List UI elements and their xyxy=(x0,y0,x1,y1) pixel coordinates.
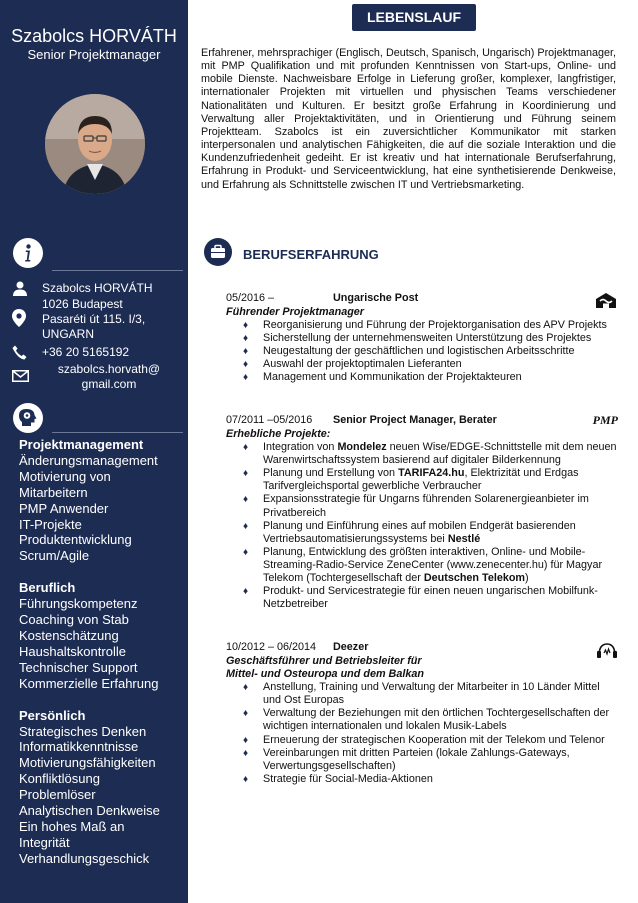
divider xyxy=(52,432,183,433)
job-bullets xyxy=(243,319,618,384)
job-entry xyxy=(226,292,618,385)
contact-name: Szabolcs HORVÁTH xyxy=(42,281,153,295)
post-logo-icon xyxy=(594,292,618,313)
skill-item: Konfliktlösung xyxy=(19,771,100,787)
job-bullet xyxy=(243,358,618,371)
job-entry xyxy=(226,641,618,786)
bullet-text: Planung und Einführung eines auf mobilen Endgerät basierenden Vertriebsautomatisierungssystems bei xyxy=(263,519,576,545)
briefcase-icon xyxy=(204,238,232,266)
bold-term: Nestlé xyxy=(447,532,481,545)
skill-item: Kostenschätzung xyxy=(19,627,119,643)
bullet-text: Sicherstellung der unternehmensweiten Unterstützung des Projektes xyxy=(263,332,592,345)
bullet-text: Planung und Erstellung von xyxy=(263,467,399,480)
email-line: szabolcs.horvath@ xyxy=(57,362,161,376)
job-bullet xyxy=(243,681,618,707)
skills-list xyxy=(19,437,187,867)
info-icon xyxy=(13,238,43,268)
skill-item: Motivierungsfähigkeiten xyxy=(19,755,156,771)
job-date: 05/2016 – xyxy=(226,292,275,304)
job-company: Deezer xyxy=(333,641,369,653)
skill-item: PMP Anwender xyxy=(19,500,109,516)
skill-item: Verhandlungsgeschick xyxy=(19,850,150,866)
skill-item: Problemlöser xyxy=(19,787,96,803)
candidate-title: Senior Projektmanager xyxy=(27,47,161,62)
candidate-name: Szabolcs HORVÁTH xyxy=(11,26,177,46)
bullet-text: neuen Wise/EDGE-Schnittstelle mit dem neuen Warenwirtschaftssystem basierend auf digitaler Bilderkennung xyxy=(263,441,617,467)
email-line: gmail.com xyxy=(81,377,137,391)
bold-term: TARIFA24.hu xyxy=(398,467,465,480)
skill-heading: Beruflich xyxy=(19,580,76,596)
job-role: Erhebliche Projekte: xyxy=(226,428,331,440)
bullet-text: Neugestaltung der geschäftlichen und logistischen Arbeitsschritte xyxy=(263,345,575,358)
job-bullet xyxy=(243,319,618,332)
bullet-text: Vereinbarungen mit dritten Parteien (lokale Zahlungs-Gateways, Verwertungsgesellschaften) xyxy=(263,746,570,772)
bullet-text: Integration von xyxy=(263,441,338,454)
skill-item: Haushaltskontrolle xyxy=(19,643,126,659)
contact-phone: +36 20 5165192 xyxy=(42,345,130,359)
job-role: Geschäftsführer und Betriebsleiter für xyxy=(226,655,422,667)
document-banner: LEBENSLAUF xyxy=(352,4,476,31)
bullet-text: Auswahl der projektoptimalen Lieferanten xyxy=(263,358,462,371)
skill-item: Produktentwicklung xyxy=(19,532,132,548)
bullet-text: Anstellung, Training und Verwaltung der Mitarbeiter in 10 Länder Mittel und Ost Europas xyxy=(263,681,600,707)
skill-item: Mitarbeitern xyxy=(19,484,88,500)
job-date: 10/2012 – 06/2014 xyxy=(226,641,317,653)
address-line: UNGARN xyxy=(42,327,95,341)
envelope-icon xyxy=(12,362,42,392)
job-bullet xyxy=(243,371,618,384)
job-bullet xyxy=(243,493,618,519)
skill-item: Änderungsmanagement xyxy=(19,452,158,468)
skill-item: IT-Projekte xyxy=(19,516,82,532)
job-date: 07/2011 –05/2016 xyxy=(226,414,313,426)
contact-address-row xyxy=(12,297,182,342)
job-bullet xyxy=(243,441,618,467)
bullet-text: Produkt- und Servicestrategie für einen neuen ungarischen Mobilfunk-Netzbetreiber xyxy=(263,585,598,611)
skill-item: Analytischen Denkweise xyxy=(19,803,160,819)
skill-item: Kommerzielle Erfahrung xyxy=(19,675,159,691)
skill-item: Ein hohes Maß an xyxy=(19,818,125,834)
bullet-text: Erneuerung der strategischen Kooperation mit der Telekom und Telenor xyxy=(263,733,605,746)
job-bullet xyxy=(243,520,618,546)
skill-item: Informatikkenntnisse xyxy=(19,739,139,755)
job-bullets xyxy=(243,681,618,786)
job-role: Führender Projektmanager xyxy=(226,306,364,318)
job-company: Ungarische Post xyxy=(333,292,419,304)
divider xyxy=(52,270,183,271)
job-bullet xyxy=(243,734,618,747)
bullet-text: Reorganisierung und Führung der Projektorganisation des APV Projekts xyxy=(263,319,607,332)
skill-heading: Persönlich xyxy=(19,707,86,723)
skill-item: Scrum/Agile xyxy=(19,548,90,564)
job-company: Senior Project Manager, Berater xyxy=(333,414,497,426)
job-bullet xyxy=(243,707,618,733)
skill-heading: Projektmanagement xyxy=(19,437,144,452)
skill-item: Motivierung von xyxy=(19,468,111,484)
job-bullet xyxy=(243,747,618,773)
address-line: Pasaréti út 115. I/3, xyxy=(42,312,146,326)
job-bullet xyxy=(243,332,618,345)
bold-term: Deutschen Telekom xyxy=(423,572,526,585)
bold-term: Mondelez xyxy=(337,441,387,454)
job-bullet xyxy=(243,773,618,786)
job-bullet xyxy=(243,345,618,358)
skill-item: Führungskompetenz xyxy=(19,596,138,612)
job-bullet xyxy=(243,546,618,585)
skill-item: Coaching von Stab xyxy=(19,612,129,628)
bullet-text: Strategie für Social-Media-Aktionen xyxy=(263,772,433,785)
location-pin-icon xyxy=(12,297,42,342)
avatar xyxy=(45,94,145,194)
bullet-text: , Elektrizität und Erdgas Tarifvergleichsportal gewerbliche Verbraucher xyxy=(263,467,579,493)
job-bullet xyxy=(243,585,618,611)
deezer-logo-icon xyxy=(596,641,618,663)
bullet-text: Expansionsstrategie für Ungarns führenden Solarenergieanbieter im Privatbereich xyxy=(263,493,589,519)
bullet-text: Management und Kommunikation der Projektakteuren xyxy=(263,371,522,384)
profile-summary: Erfahrener, mehrsprachiger (Englisch, Deutsch, Spanisch, Ungarisch) Projektmanager, mit PMP Qualifikation und mit profunden Kenntnissen von Start-ups, Online- und mobile Dienste. Nachweisbare Erfolge in Lieferung großer, komplexer, langfristiger, internationaler Projekten mit virtuellen und physischen Teams verschiedener Nationalitäten und Kulturen. Er besitzt große Erfahrung in Koordinierung und Verwaltung aller Projektaktivitäten, und in Orientierung und Führung seinem Projektteam. Szabolcs ist ein zuversichtlicher Kommunikator mit starken interpersonalen und analytischen Fähigkeiten, die auf die soziale Interaktion und die Kundenzufriedenheit gedeiht. Er ist kreativ und hat internationale Berufserfahrung, Erfahrung in Produkt- und Serviceentwicklung, hat eine synthetisierende Denkweise, und Erfahrung als Schnittstelle zwischen IT und Vertriebsmarketing. xyxy=(201,47,616,191)
job-entry xyxy=(226,414,618,611)
skill-item: Strategisches Denken xyxy=(19,723,147,739)
bullet-text: Planung, Entwicklung des größten interaktiven, Online- und Mobile-Streaming-Radio-Service ZeneCenter (www.zenecenter.hu) für Magyar Telekom (Tochtergesellschaft der xyxy=(263,545,603,585)
sidebar xyxy=(0,0,188,903)
bullet-text: ) xyxy=(525,572,529,585)
section-title: BERUFSERFAHRUNG xyxy=(243,247,379,262)
contact-email-row xyxy=(12,362,182,392)
pmp-logo: PMP xyxy=(592,413,618,427)
head-gear-icon xyxy=(13,403,43,433)
job-bullets xyxy=(243,441,618,611)
job-bullet xyxy=(243,467,618,493)
job-role: Mittel- und Osteuropa und dem Balkan xyxy=(226,668,424,681)
address-line: 1026 Budapest xyxy=(42,297,123,311)
skill-item: Integrität xyxy=(19,834,70,850)
skill-item: Technischer Support xyxy=(19,659,138,675)
bullet-text: Verwaltung der Beziehungen mit den örtlichen Tochtergesellschaften der wichtigen internationalen und lokalen Musik-Labels xyxy=(263,707,610,733)
